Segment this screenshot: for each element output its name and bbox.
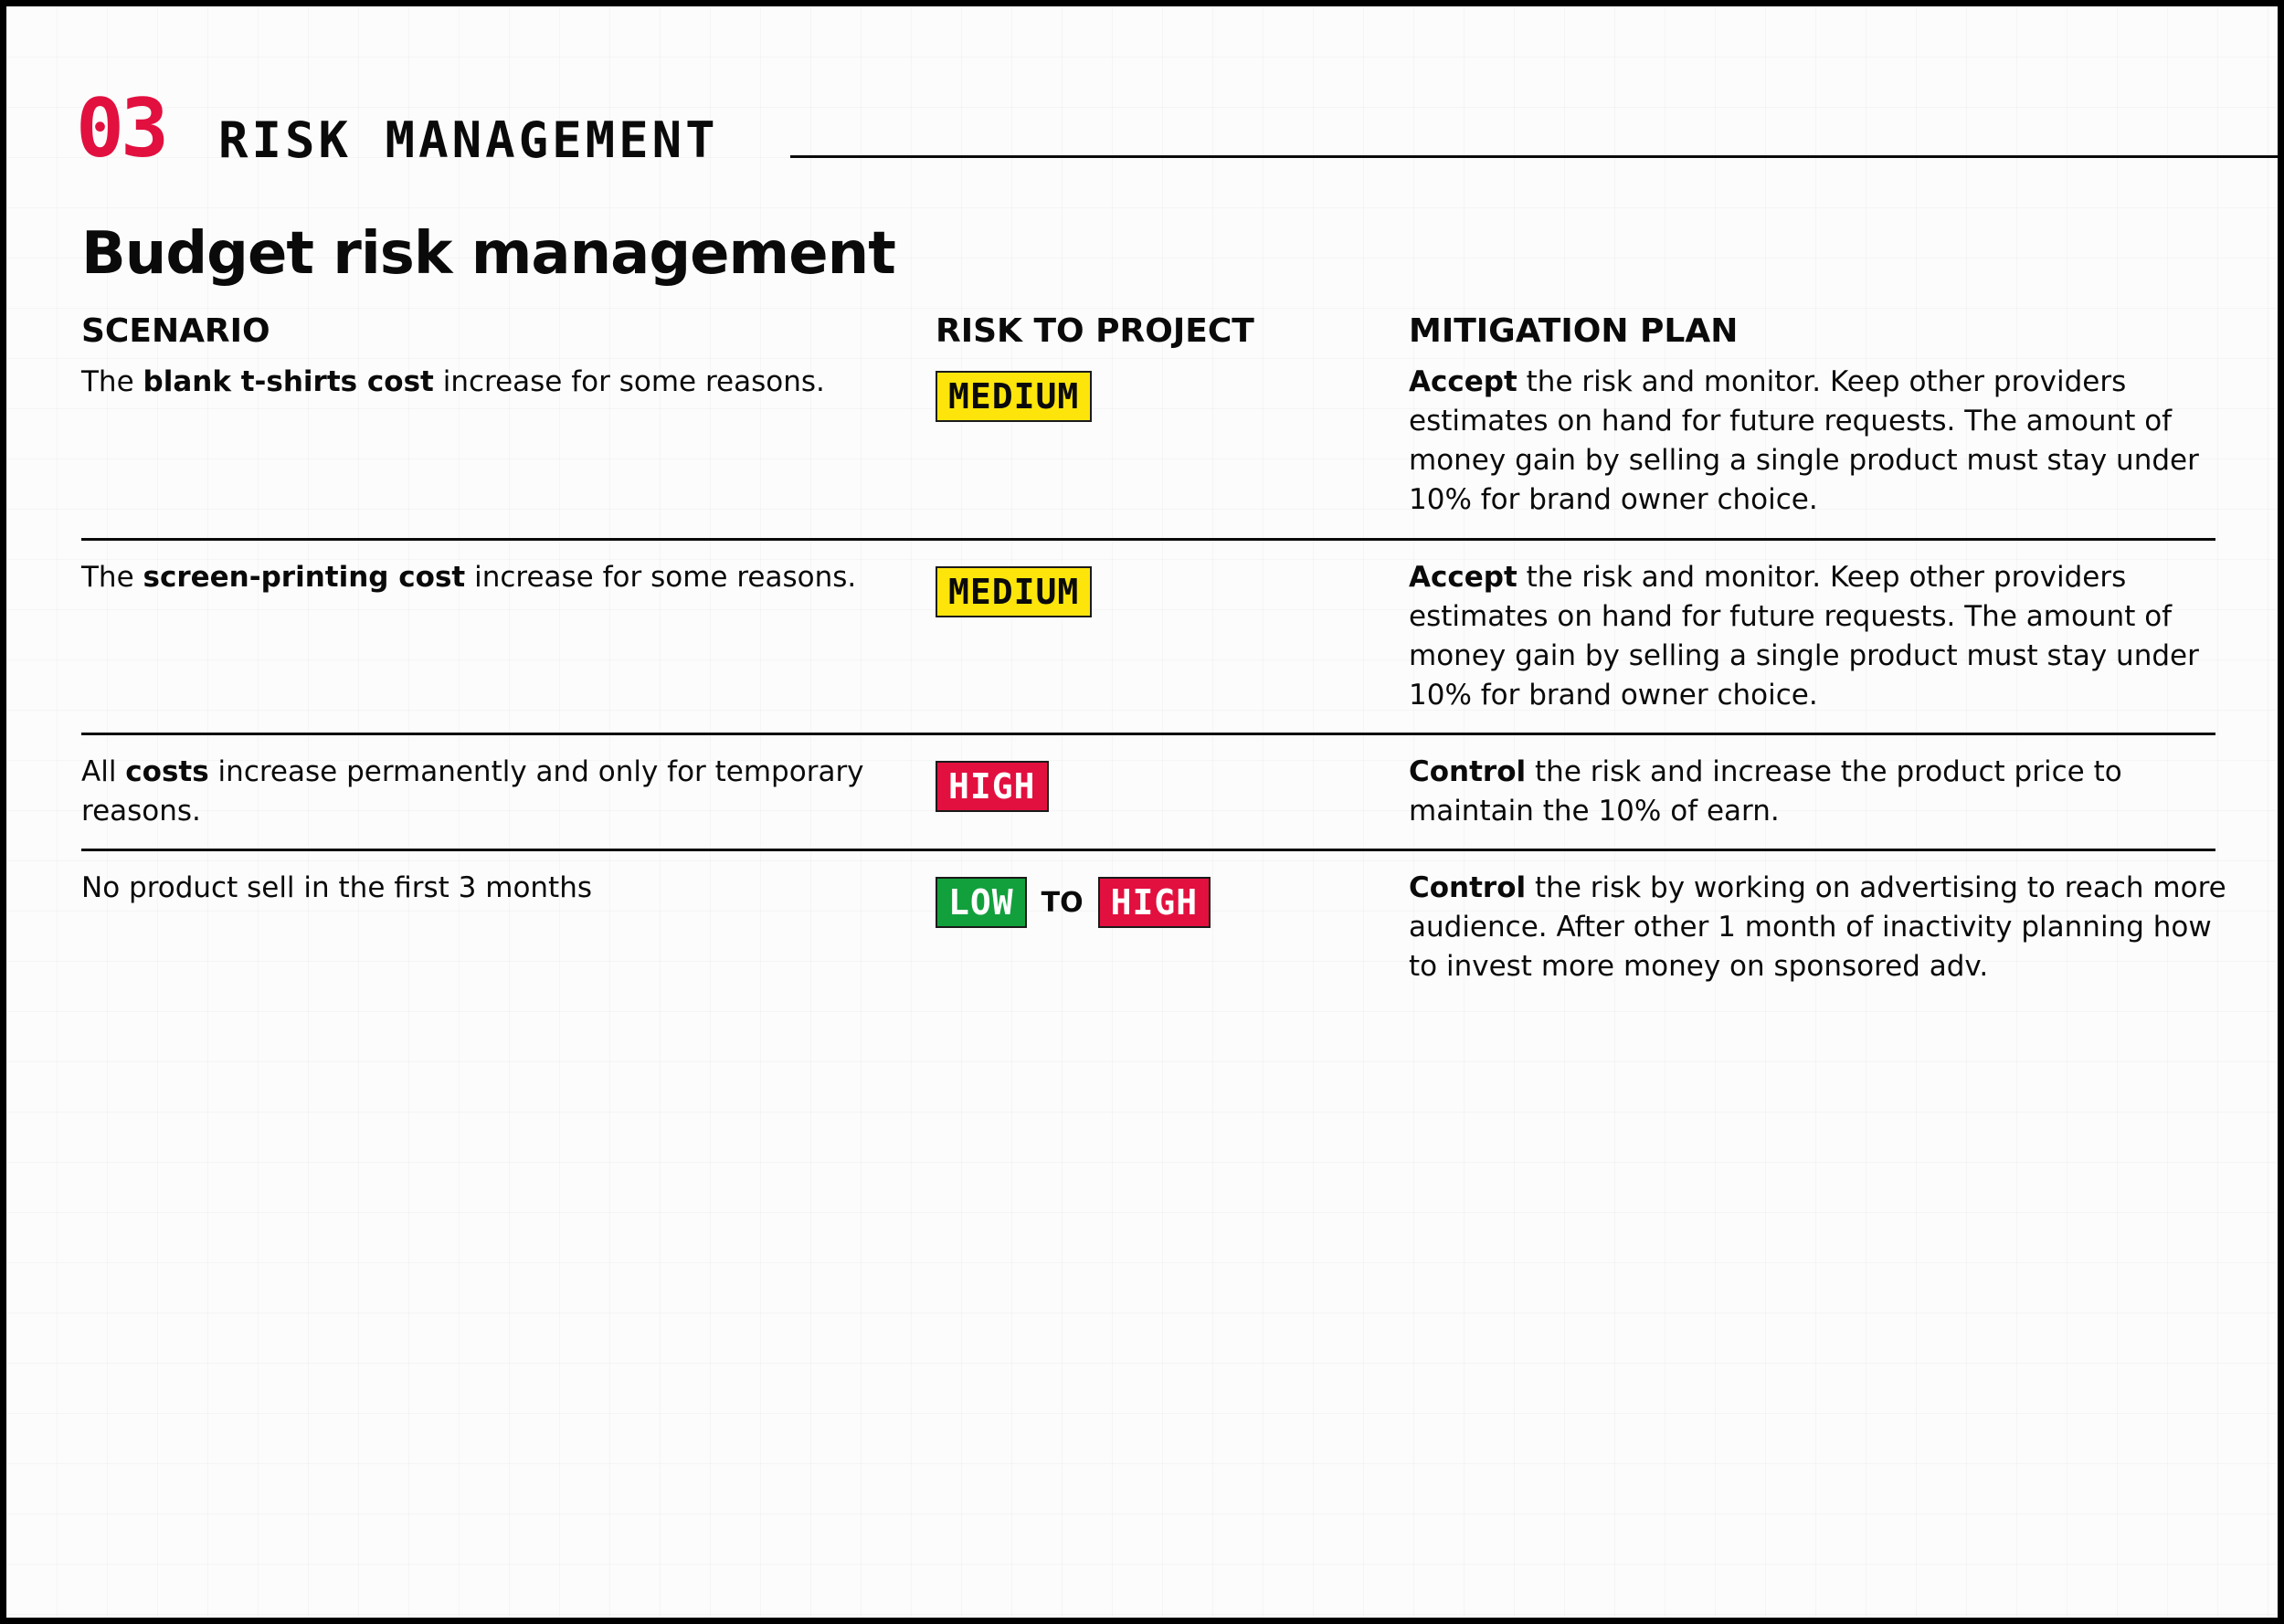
mitigation-strategy: Control [1409,755,1527,788]
risk-badge-high: HIGH [1098,877,1211,928]
risk-range-separator: TO [1041,886,1084,919]
column-header-mitigation: MITIGATION PLAN [1409,312,1739,350]
scenario-cell-4 [81,869,904,908]
row-divider [81,538,2215,541]
scenario-text: All [81,755,126,788]
scenario-cell-3 [81,753,904,831]
scenario-emphasis: screen-printing cost [143,561,466,594]
risk-badge-high: HIGH [936,761,1049,812]
section-number: 03 [76,81,165,175]
scenario-emphasis: costs [125,755,209,788]
mitigation-text: the risk and increase the product price to maintain the 10% of earn. [1409,755,2122,828]
column-header-risk: RISK TO PROJECT [936,312,1254,350]
row-divider [81,849,2215,851]
scenario-text: The [81,561,143,594]
risk-cell-1 [936,371,1092,422]
risk-badge-medium: MEDIUM [936,566,1092,617]
scenario-emphasis: blank t-shirts cost [143,365,434,398]
mitigation-strategy: Accept [1409,561,1517,594]
risk-badge-low: LOW [936,877,1027,928]
risk-cell-4 [936,877,1211,928]
scenario-text: increase for some reasons. [433,365,825,398]
risk-cell-3 [936,761,1049,812]
section-rule [790,155,2278,158]
mitigation-text: the risk and monitor. Keep other providers estimates on hand for future requests. The amount of money gain by selling a single product must stay under 10% for brand owner choice. [1409,365,2199,516]
mitigation-text: the risk by working on advertising to reach more audience. After other 1 month of inactivity planning how to invest more money on sponsored adv. [1409,871,2226,983]
mitigation-text: the risk and monitor. Keep other providers estimates on hand for future requests. The amount of money gain by selling a single product must stay under 10% for brand owner choice. [1409,561,2199,712]
row-divider [81,733,2215,735]
scenario-cell-1 [81,363,904,402]
scenario-text: increase permanently and only for temporary reasons. [81,755,864,828]
mitigation-cell-3 [1409,753,2231,831]
mitigation-cell-1 [1409,363,2231,520]
risk-badge-medium: MEDIUM [936,371,1092,422]
page-title: Budget risk management [81,220,895,288]
scenario-text: The [81,365,143,398]
scenario-text: No product sell in the first 3 months [81,871,593,904]
mitigation-cell-2 [1409,558,2231,715]
risk-cell-2 [936,566,1092,617]
mitigation-strategy: Control [1409,871,1527,904]
scenario-text: increase for some reasons. [465,561,857,594]
scenario-cell-2 [81,558,904,597]
column-header-scenario: SCENARIO [81,312,270,350]
mitigation-cell-4 [1409,869,2231,986]
section-title: RISK MANAGEMENT [218,111,719,169]
mitigation-strategy: Accept [1409,365,1517,398]
